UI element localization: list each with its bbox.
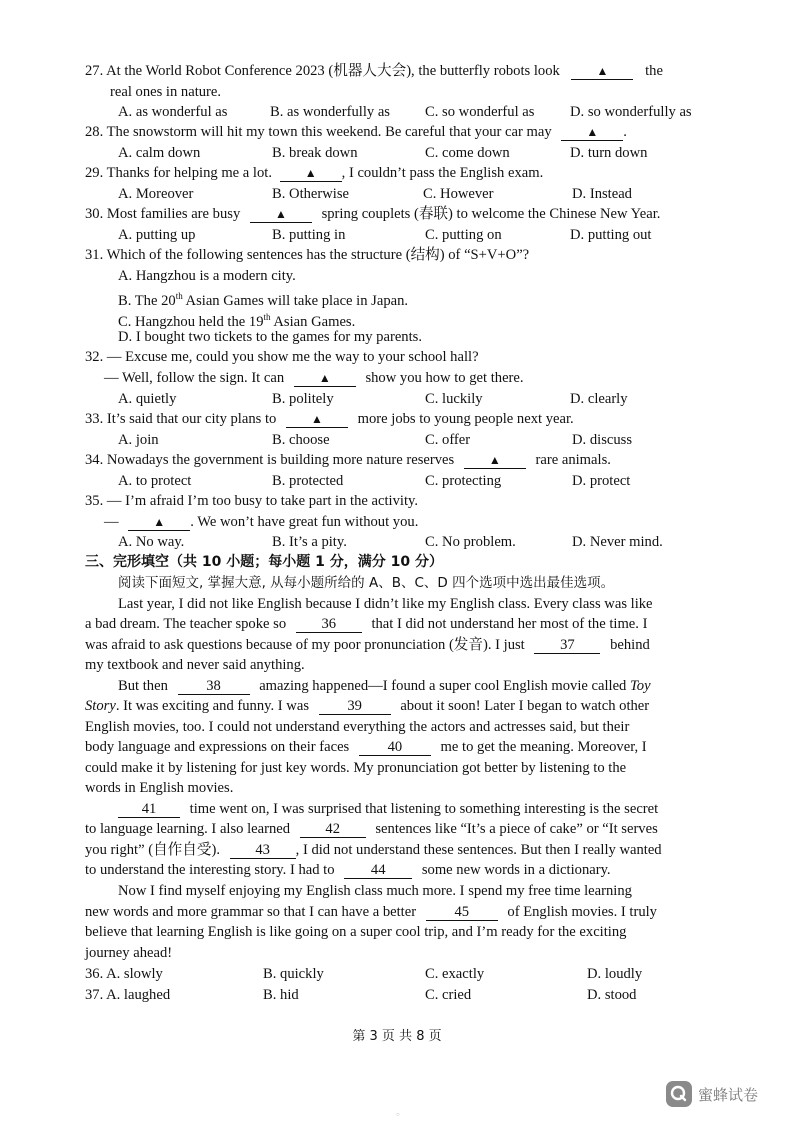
q36-option-c[interactable]: C. exactly [425,966,485,982]
passage-line: words in English movies. [85,780,234,796]
q35-option-b[interactable]: B. It’s a pity. [272,534,347,550]
q37-option-d[interactable]: D. stood [587,987,637,1003]
passage-line: Now I find myself enjoying my English class much more. I spend my free time learning [118,883,632,899]
q30-blank[interactable]: ▲ [250,206,312,223]
q30-option-d[interactable]: D. putting out [570,227,652,243]
q34-stem: 34. Nowadays the government is building more nature reserves ▲ rare animals. [85,452,611,468]
q33-option-b[interactable]: B. choose [272,432,330,448]
q34-option-c[interactable]: C. protecting [425,473,502,489]
q35-line1: 35. — I’m afraid I’m too busy to take part in the activity. [85,493,418,509]
q29-option-d[interactable]: D. Instead [572,186,632,202]
q37-option-a[interactable]: 37. A. laughed [85,987,171,1003]
q28-blank[interactable]: ▲ [561,124,623,141]
blank-43[interactable]: 43 [230,842,296,859]
watermark [666,1081,758,1107]
q34-option-a[interactable]: A. to protect [118,473,192,489]
q35-line2: — ▲ . We won’t have great fun without you. [104,514,419,530]
q36-option-d[interactable]: D. loudly [587,966,643,982]
blank-40[interactable]: 40 [359,739,431,756]
q33-option-a[interactable]: A. join [118,432,159,448]
blank-37[interactable]: 37 [534,637,600,654]
q27-option-d[interactable]: D. so wonderfully as [570,104,692,120]
passage-line: a bad dream. The teacher spoke so 36 that I did not understand her most of the time. I [85,616,648,632]
q29-option-a[interactable]: A. Moreover [118,186,194,202]
q33-stem: 33. It’s said that our city plans to ▲ more jobs to young people next year. [85,411,574,427]
passage-line: Last year, I did not like English because I didn’t like my English class. Every class was like [118,596,653,612]
bee-logo-icon [666,1081,692,1107]
q30-option-a[interactable]: A. putting up [118,227,196,243]
passage-line: to language learning. I also learned 42 sentences like “It’s a piece of cake” or “It serves [85,821,658,837]
q32-option-c[interactable]: C. luckily [425,391,483,407]
q32-option-b[interactable]: B. politely [272,391,334,407]
q27-option-a[interactable]: A. as wonderful as [118,104,228,120]
q37-option-c[interactable]: C. cried [425,987,472,1003]
q36-option-b[interactable]: B. quickly [263,966,324,982]
q29-stem: 29. Thanks for helping me a lot. ▲ , I couldn’t pass the English exam. [85,165,544,181]
q32-option-a[interactable]: A. quietly [118,391,177,407]
q34-option-d[interactable]: D. protect [572,473,631,489]
q28-option-b[interactable]: B. break down [272,145,358,161]
q31-option-a[interactable]: A. Hangzhou is a modern city. [118,268,296,284]
passage-line: believe that learning English is like going on a super cool trip, and I’m ready for the exciting [85,924,627,940]
q33-option-c[interactable]: C. offer [425,432,471,448]
passage-line: body language and expressions on their faces 40 me to get the meaning. Moreover, I [85,739,647,755]
blank-41[interactable]: 41 [118,801,180,818]
q33-option-d[interactable]: D. discuss [572,432,632,448]
section-title: 三、完形填空（共 10 小题；每小题 1 分，满分 10 分） [85,554,443,570]
q29-blank[interactable]: ▲ [280,165,342,182]
q28-stem: 28. The snowstorm will hit my town this weekend. Be careful that your car may ▲ . [85,124,627,140]
blank-39[interactable]: 39 [319,698,391,715]
q28-option-d[interactable]: D. turn down [570,145,648,161]
q31-option-d[interactable]: D. I bought two tickets to the games for my parents. [118,329,422,345]
blank-42[interactable]: 42 [300,821,366,838]
blank-38[interactable]: 38 [178,678,250,695]
passage-line: my textbook and never said anything. [85,657,305,673]
q30-option-c[interactable]: C. putting on [425,227,502,243]
passage-line: journey ahead! [85,945,173,961]
q35-option-d[interactable]: D. Never mind. [572,534,663,550]
q30-stem: 30. Most families are busy ▲ spring couplets (春联) to welcome the Chinese New Year. [85,206,661,222]
q33-blank[interactable]: ▲ [286,411,348,428]
blank-45[interactable]: 45 [426,904,498,921]
q31-option-c[interactable]: C. Hangzhou held the 19th Asian Games. [118,312,356,330]
q35-option-a[interactable]: A. No way. [118,534,185,550]
passage-line: But then 38 amazing happened—I found a super cool English movie called Toy [118,678,651,694]
q27-option-c[interactable]: C. so wonderful as [425,104,535,120]
passage-line: 41 time went on, I was surprised that listening to something interesting is the secret [118,800,658,819]
q27-blank[interactable]: ▲ [571,63,633,80]
q27-stem-cont: real ones in nature. [110,84,222,100]
passage-line: to understand the interesting story. I had to 44 some new words in a dictionary. [85,862,611,878]
q29-option-c[interactable]: C. However [423,186,494,202]
q34-option-b[interactable]: B. protected [272,473,344,489]
q29-option-b[interactable]: B. Otherwise [272,186,350,202]
section-instruction: 阅读下面短文, 掌握大意, 从每小题所给的 A、B、C、D 四个选项中选出最佳选项。 [118,575,615,591]
q27-stem: 27. At the World Robot Conference 2023 (机器人大会), the butterfly robots look ▲ the [85,63,663,79]
q32-line2: — Well, follow the sign. It can ▲ show you how to get there. [104,370,524,386]
watermark-text: 蜜蜂试卷 [698,1085,759,1104]
passage-line: you right” (自作自受). 43 , I did not understand these sentences. But then I really wanted [85,842,662,858]
q32-option-d[interactable]: D. clearly [570,391,628,407]
q27-option-b[interactable]: B. as wonderfully as [270,104,390,120]
page-footer: 第 3 页 共 8 页 [352,1029,442,1044]
q37-option-b[interactable]: B. hid [263,987,299,1003]
q31-stem: 31. Which of the following sentences has the structure (结构) of “S+V+O”? [85,247,530,263]
q31-option-b[interactable]: B. The 20th Asian Games will take place in Japan. [118,291,409,309]
q32-line1: 32. — Excuse me, could you show me the way to your school hall? [85,349,479,365]
page-dot: ○ [396,1112,400,1118]
q32-blank[interactable]: ▲ [294,370,356,387]
passage-line: English movies, too. I could not understand everything the actors and actresses said, but their [85,719,630,735]
q28-option-a[interactable]: A. calm down [118,145,201,161]
q36-option-a[interactable]: 36. A. slowly [85,966,163,982]
q35-option-c[interactable]: C. No problem. [425,534,516,550]
passage-line: was afraid to ask questions because of my poor pronunciation (发音). I just 37 behind [85,637,650,653]
blank-44[interactable]: 44 [344,862,412,879]
passage-line: new words and more grammar so that I can have a better 45 of English movies. I truly [85,904,657,920]
q30-option-b[interactable]: B. putting in [272,227,346,243]
passage-line: could make it by listening for just key words. My pronunciation got better by listening to the [85,760,627,776]
q35-blank[interactable]: ▲ [128,514,190,531]
passage-line: Story. It was exciting and funny. I was 39 about it soon! Later I began to watch other [85,698,650,714]
q34-blank[interactable]: ▲ [464,452,526,469]
q28-option-c[interactable]: C. come down [425,145,510,161]
blank-36[interactable]: 36 [296,616,362,633]
